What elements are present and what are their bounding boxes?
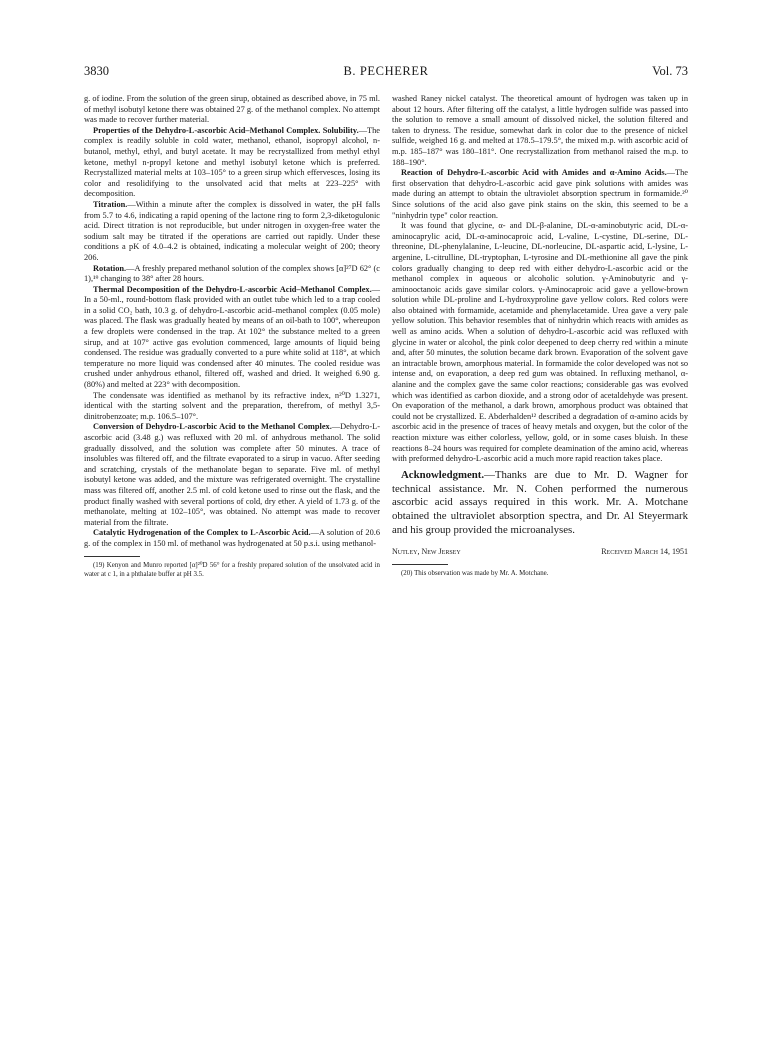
paragraph-condensate: The condensate was identified as methanol by its refractive index, n²⁰D 1.3271, identical with the starting solvent and the preparation, therefrom, of methyl 3,5-dinitrobenzoate; m.p. 106.5–107°. xyxy=(84,390,380,421)
section-heading-conversion: Conversion of Dehydro-L-ascorbic Acid to the Methanol Complex. xyxy=(93,422,332,432)
run-in-heading-solubility: Solubility. xyxy=(322,125,359,135)
thermal-text: —In a 50-ml., round-bottom flask provided with an outlet tube which led to a trap cooled in a solid CO₂ bath, 10.3 g. of dehydro-L-ascorbic acid–methanol complex (0.05 mole) was placed. The flask was gradually heated by means of an oil-bath to 100°, whereupon a few droplets were condensed in the trap. At 102° the substance melted to a green sirup, and at 107° active gas evolution commenced, large amounts of liquid being condensed. The residue was gradually converted to a pure white solid at 118°, at which temperature no more liquid was condensed after 40 minutes. The cooled residue was crushed under anhydrous ethanol, filtered off, washed and dried. It weighed 6.90 g. (80%) and melted at 223° with decomposition. xyxy=(84,284,380,390)
acknowledgment-heading: Acknowledgment. xyxy=(401,468,485,481)
solubility-text: —The complex is readily soluble in cold water, methanol, ethanol, isopropyl alcohol, n-butanol, methyl, ethyl, and butyl acetate. It may be recrystallized from methyl ethyl ketone, methyl n-propyl ketone and methyl isobutyl ketone which is preferred. Recrystallized material melts at 103–105° to a green sirup which effervesces, losing its color and resolidifying to the unsolvated acid that melts at 223–225° with decomposition. xyxy=(84,125,381,199)
section-heading-thermal: Thermal Decomposition of the Dehydro-L-ascorbic Acid–Methanol Complex. xyxy=(93,284,372,294)
signature-line xyxy=(392,547,688,558)
paragraph-glycine: It was found that glycine, α- and DL-β-alanine, DL-α-aminobutyric acid, DL-α-aminocaprylic acid, DL-α-aminocaproic acid, L-valine, L-cystine, DL-serine, DL-threonine, DL-phenylalanine, L-leucine, DL-norleucine, DL-aspartic acid, L-lysine, L-argenine, L-citrulline, DL-tryptophan, L-tyrosine and DL-methionine all gave the pink colors gradually changing to deep red with either dehydro-L-ascorbic acid or the methanol complex in aqueous or alcoholic solution. γ-Aminobutyric and γ-aminooctanoic acids gave similar colors. γ-Aminocaproic acid gave a yellow-brown solution while DL-proline and L-hydroxyproline gave yellow colors. Red colors were also obtained with formamide, acetamide and phenylacetamide. Urea gave a very pale yellow solution. This behavior resembles that of ninhydrin which reacts with amides as well as amino acids. When a solution of dehydro-L-ascorbic acid was refluxed with glycine in water or alcohol, the pink color deepened to deep cherry red within a minute and, after 50 minutes, the solution became dark brown. Evaporation of the solvent gave an intractable brown, amorphous material. In formamide the color developed was not so intense and, on evaporation, a deep red gum was obtained. In refluxing methanol, α-alanine and the complex gave the same color reactions; considerable gas was evolved which was identified as carbon dioxide, and a strong odor of acetaldehyde was present. On evaporation of the methanol, a dark brown, amorphous product was obtained that could not be crystallized. E. Abderhalden¹² described a degradation of α-amino acids by ascorbic acid in the presence of traces of heavy metals and oxygen, but the color of the reaction mixture was either colorless, yellow, gold, or in some cases bluish. In these reactions 8–24 hours was required for complete deamination of the amino acid, whereas with preformed dehydro-L-ascorbic acid a much more rapid reaction takes place. xyxy=(392,221,688,464)
footnote-rule-right xyxy=(392,564,448,565)
footnote-20: (20) This observation was made by Mr. A. Motchane. xyxy=(401,569,549,577)
volume-label: Vol. 73 xyxy=(652,64,688,78)
received-date: Received March 14, 1951 xyxy=(601,546,688,556)
paragraph-properties xyxy=(84,126,380,200)
run-in-heading-titration: Titration. xyxy=(93,199,128,209)
section-heading-reaction: Reaction of Dehydro-L-ascorbic Acid with Amides and α-Amino Acids. xyxy=(401,168,667,178)
paragraph-reaction xyxy=(392,168,688,221)
paragraph-titration xyxy=(84,200,380,264)
acknowledgment-text: —Thanks are due to Mr. D. Wagner for technical assistance. Mr. N. Cohen performed the numerous ascorbic acid assays required in this work. Mr. A. Motchane obtained the ultraviolet absorption spectra, and Dr. Al Steyermark and his group provided the microanalyses. xyxy=(392,468,688,536)
reaction-text: —The first observation that dehydro-L-ascorbic acid gave pink solutions with amides was made during an attempt to obtain the ultraviolet absorption spectrum in formamide.²⁰ Since solutions of the acid also gave pink stains on the skin, this seemed to be a "ninhydrin type" color reaction. xyxy=(392,168,688,220)
paragraph-thermal xyxy=(84,285,380,391)
run-in-heading-rotation: Rotation. xyxy=(93,263,127,273)
section-heading-properties: Properties of the Dehydro-L-ascorbic Acid–Methanol Complex. xyxy=(93,125,321,135)
footnote-rule xyxy=(84,556,140,557)
footnote-19: (19) Kenyon and Munro reported [α]²⁰D 56° for a freshly prepared solution of the unsolvated acid in water at c 1, in a phthalate buffer at pH 3.5. xyxy=(84,561,380,578)
institution-place: Nutley, New Jersey xyxy=(392,546,461,556)
paragraph-conversion xyxy=(84,422,380,528)
right-column xyxy=(392,94,688,578)
paragraph-rotation xyxy=(84,264,380,285)
section-heading-catalytic: Catalytic Hydrogenation of the Complex to L-Ascorbic Acid. xyxy=(93,528,311,538)
titration-text: —Within a minute after the complex is dissolved in water, the pH falls from 5.7 to 4.6, indicating a rapid opening of the lactone ring to form 2,3-diketogulonic acid. Direct titration is not reproducible, but under nitrogen in oxygen-free water the sodium salt may be titrated if the operations are carried out rapidly. Under these conditions a pK of 4.0–4.2 is obtained, indicating a molecular weight of 200; theory 206. xyxy=(84,199,380,262)
conversion-text: —Dehydro-L-ascorbic acid (3.48 g.) was refluxed with 20 ml. of anhydrous methanol. The solid gradually dissolved, and the solution was complete after 50 minutes. A trace of insolubles was filtered off, and the filtrate evaporated to a sirup in vacuo. After seeding and scratching, crystals of the methanolate began to separate. Five ml. of methyl isobutyl ketone was added, and the mixture was refrigerated overnight. The crystalline mass was filtered off, another 2.5 ml. of cold ketone used to rinse out the flask, and the product finally washed with several portions of cold, dry ether. A yield of 1.73 g. of the methanolate, melting at 102–105°, was obtained. No attempt was made to recover material from the filtrate. xyxy=(84,422,380,527)
running-author: B. PECHERER xyxy=(343,64,429,78)
paragraph-iodine: g. of iodine. From the solution of the green sirup, obtained as described above, in 75 ml. of methyl isobutyl ketone there was obtained 27 g. of the methanol complex. No attempt was made to recover further material. xyxy=(84,94,380,125)
left-column xyxy=(84,94,380,579)
paragraph-acknowledgment xyxy=(392,469,688,538)
page-number: 3830 xyxy=(84,64,109,78)
catalytic-text: —A solution of 20.6 g. of the complex in 150 ml. of methanol was hydrogenated at 50 p.s.i. using methanol- xyxy=(84,528,380,548)
rotation-text: —A freshly prepared methanol solution of the complex shows [α]²⁷D 62° (c 1),¹⁹ changing to 38° after 28 hours. xyxy=(84,263,380,284)
running-header xyxy=(84,64,688,80)
paragraph-raney-nickel: washed Raney nickel catalyst. The theoretical amount of hydrogen was taken up in about 12 hours. After filtering off the catalyst, a little hydrogen sulfide was passed into the solution to remove a small amount of dissolved nickel, the solution filtered and taken to dryness. The residue, somewhat dark in color due to the presence of nickel sulfide, weighed 16 g. and melted at 178.5–179.5°, the mixed m.p. with ascorbic acid of m.p. 185–187° was 180–181°. One recrystallization from methanol raised the m.p. to 188–190°. xyxy=(392,94,688,167)
paragraph-catalytic xyxy=(84,528,380,549)
